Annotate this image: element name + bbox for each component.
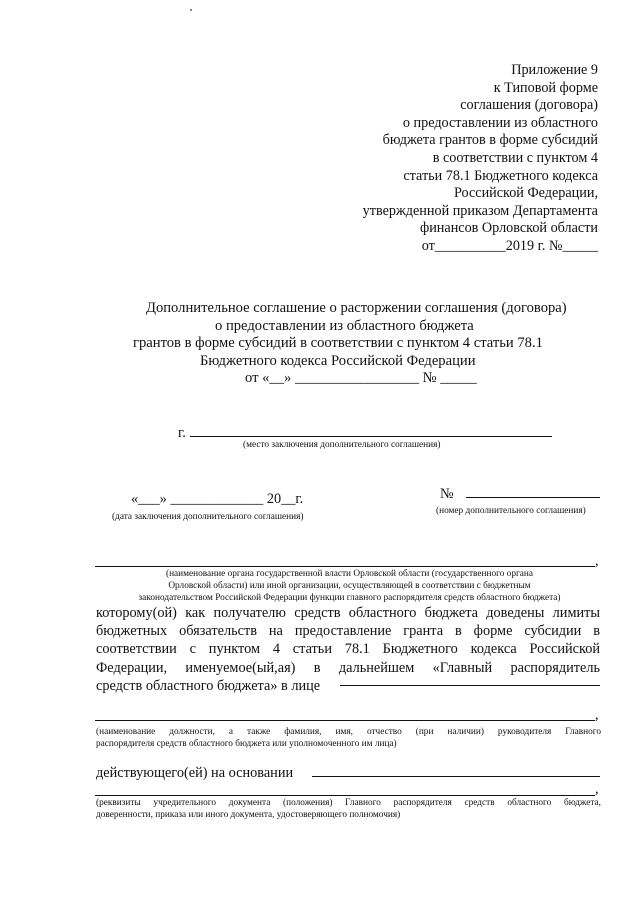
basis-caption-line: (реквизиты учредительного документа (положения) Главного распорядителя средств областного бюджета, <box>96 798 601 808</box>
place-prefix: г. <box>178 425 186 441</box>
title-line: от «__» _________________ № _____ <box>245 370 477 387</box>
number-caption: (номер дополнительного соглашения) <box>436 506 586 516</box>
main-paragraph <box>96 604 600 695</box>
head-person-comma: , <box>595 707 599 723</box>
title-line: Дополнительное соглашение о расторжении соглашения (договора) <box>146 300 567 316</box>
place-caption: (место заключения дополнительного соглашения) <box>243 440 441 450</box>
head-person-caption <box>96 726 601 750</box>
document-title <box>100 300 567 388</box>
appendix-line: о предоставлении из областного <box>402 114 598 131</box>
authority-caption-line: Орловской области) или иной организации, осуществляющей в соответствии с бюджетным <box>168 581 531 591</box>
basis-comma: , <box>595 781 599 797</box>
date-caption: (дата заключения дополнительного соглашения) <box>112 512 304 522</box>
appendix-line: от__________2019 г. №_____ <box>421 237 598 254</box>
appendix-line: к Типовой форме <box>493 79 598 96</box>
head-person-field-line <box>95 720 595 721</box>
appendix-line: статьи 78.1 Бюджетного кодекса <box>403 167 598 184</box>
paragraph-line: которому(ой) как получателю средств областного бюджета доведены лимиты <box>96 605 600 621</box>
title-line: грантов в форме субсидий в соответствии с пунктом 4 статьи 78.1 <box>133 335 543 352</box>
authority-caption <box>97 568 602 604</box>
basis-caption-line: доверенности, приказа или иного документа, удостоверяющего полномочия) <box>96 810 401 820</box>
basis-label: действующего(ей) на основании <box>96 765 294 781</box>
authority-field-line <box>95 566 595 567</box>
head-person-caption-line: (наименование должности, а также фамилия, имя, отчество (при наличии) руководителя Главного <box>96 727 601 737</box>
appendix-line: Приложение 9 <box>511 62 598 78</box>
paragraph-last-text: средств областного бюджета» в лице <box>96 677 321 694</box>
paragraph-line: соответствии с пунктом 4 статьи 78.1 Бюджетного кодекса Российской <box>96 641 600 658</box>
appendix-line: финансов Орловской области <box>420 220 598 237</box>
title-line: о предоставлении из областного бюджета <box>215 317 474 334</box>
appendix-line: в соответствии с пунктом 4 <box>432 149 598 166</box>
basis-caption <box>96 797 601 821</box>
appendix-line: утвержденной приказом Департамента <box>362 202 598 219</box>
number-prefix: № <box>440 486 454 502</box>
paragraph-line: бюджетных обязательств на предоставление гранта в форме субсидии в <box>96 623 600 640</box>
scan-dot <box>190 9 192 11</box>
paragraph-line: Федерации, именуемое(ый,ая) в дальнейшем «Главный распорядитель <box>96 659 600 676</box>
authority-caption-line: законодательством Российской Федерации функции главного распорядителя средств областного бюджета) <box>138 593 561 603</box>
title-line: Бюджетного кодекса Российской Федерации <box>200 352 476 369</box>
date-field: «___» _____________ 20__г. <box>131 491 304 507</box>
appendix-line: соглашения (договора) <box>460 97 598 114</box>
authority-comma: , <box>595 553 599 569</box>
appendix-line: бюджета грантов в форме субсидий <box>382 132 598 149</box>
basis-field-line-1 <box>312 776 600 777</box>
basis-field-line-2 <box>95 795 595 796</box>
place-field-line <box>190 436 552 437</box>
authority-caption-line: (наименование органа государственной власти Орловской области (государственного органа <box>165 569 534 579</box>
head-person-caption-line: распорядителя средств областного бюджета или уполномоченного им лица) <box>96 739 397 749</box>
representative-field-line <box>340 685 600 686</box>
number-field-line <box>466 497 600 498</box>
appendix-header <box>363 62 598 256</box>
appendix-line: Российской Федерации, <box>453 185 598 202</box>
